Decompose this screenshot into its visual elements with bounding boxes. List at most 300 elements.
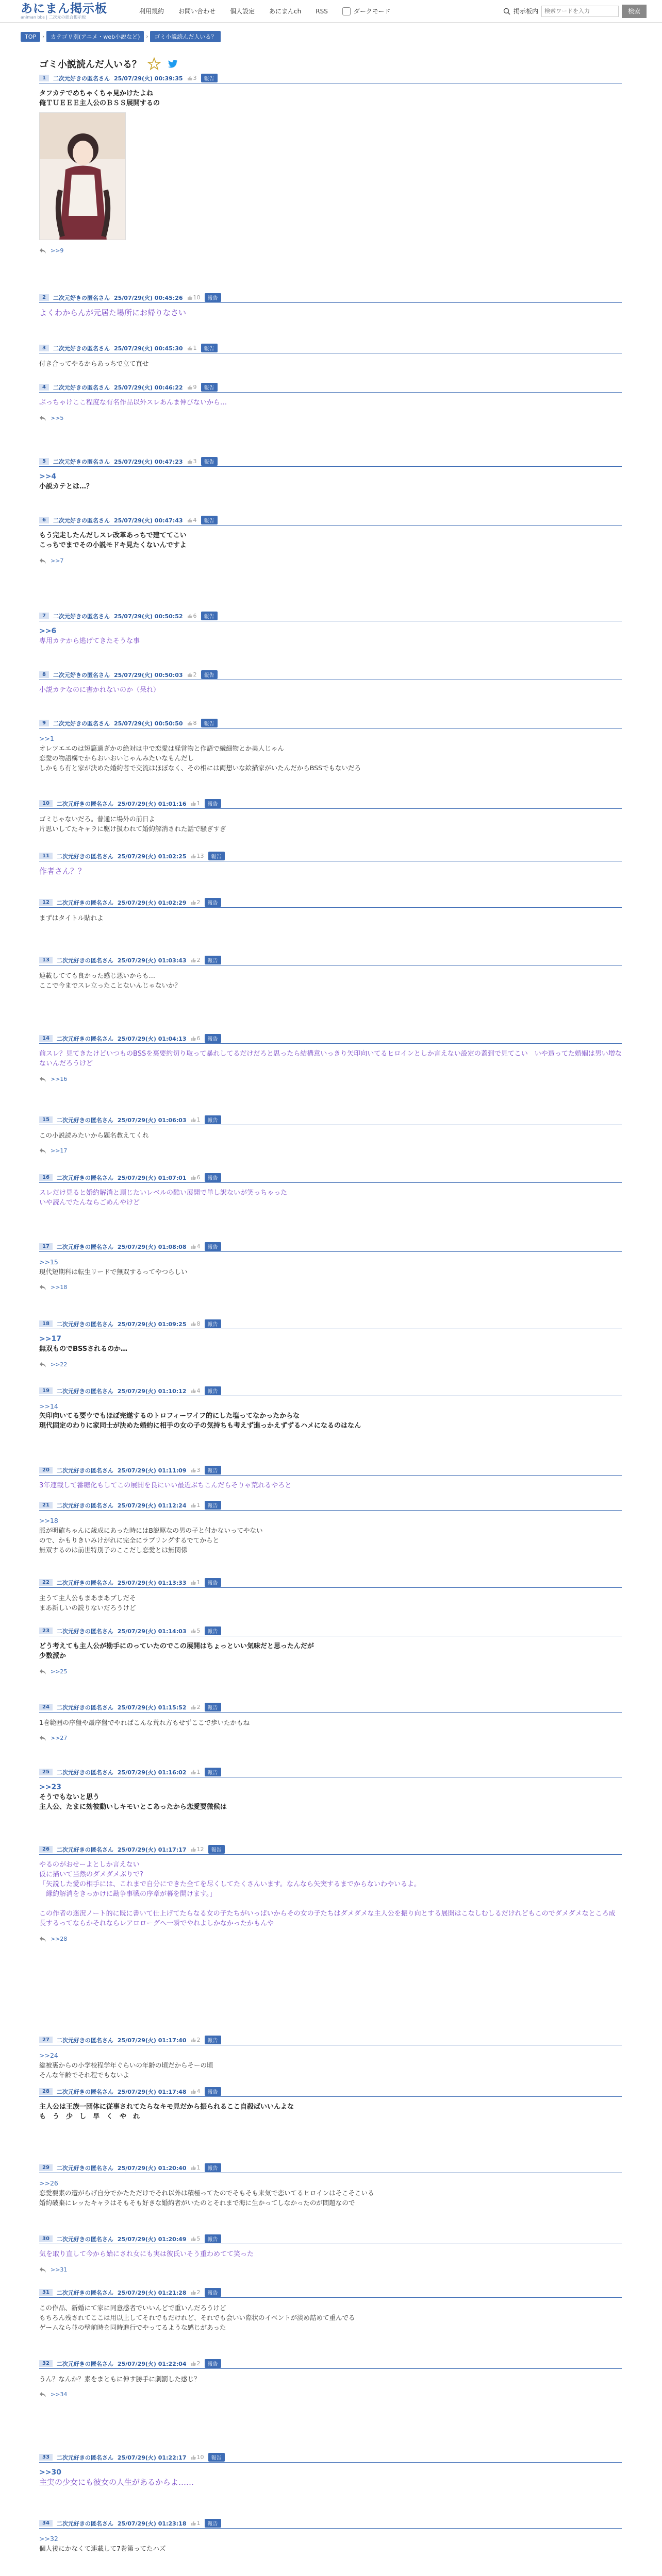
good-count-value: 8 (196, 1320, 201, 1327)
reply-references (39, 2391, 622, 2398)
nav-settings[interactable]: 個人設定 (230, 8, 255, 15)
post (39, 1033, 622, 1082)
reply-reference-link[interactable]: >>34 (51, 2391, 68, 2398)
report-button[interactable]: 報告 (205, 1173, 221, 1182)
reply-references (39, 1147, 622, 1154)
post-header (39, 2035, 622, 2045)
post-number[interactable]: 27 (39, 2037, 53, 2043)
reply-references (39, 1361, 622, 1368)
report-button[interactable]: 報告 (201, 516, 218, 524)
post-text: 現代短期科は転生リードで無双するってやつらしい (39, 1268, 188, 1276)
good-count[interactable] (187, 384, 197, 391)
thumbs-up-icon (191, 801, 196, 806)
post-header (39, 456, 622, 467)
post-text: タフカテでめちゃくちゃ見かけたよね 俺ＴＵＥＥＥ主人公のＢＳＳ展開するの (39, 90, 160, 107)
good-count[interactable] (191, 1243, 201, 1250)
post-header (39, 2087, 622, 2097)
good-count[interactable] (191, 2235, 201, 2242)
thumbs-up-icon (191, 1036, 196, 1041)
thumbs-up-icon (191, 1705, 196, 1710)
post-text: ぶっちゃけここ程度な有名作品以外スレあんま伸びないから… (39, 399, 227, 406)
good-count[interactable] (191, 1846, 204, 1853)
report-button[interactable]: 報告 (205, 1319, 221, 1328)
post-body (39, 2244, 622, 2259)
post-number[interactable]: 34 (39, 2520, 53, 2527)
report-button[interactable]: 報告 (201, 74, 218, 82)
post-number[interactable]: 19 (39, 1387, 53, 1394)
reply-arrow-icon (39, 558, 46, 564)
report-button[interactable]: 報告 (201, 457, 218, 466)
thumbs-up-icon (187, 721, 192, 726)
report-button[interactable]: 報告 (205, 2234, 221, 2243)
reply-arrow-icon (39, 1936, 46, 1942)
post-number[interactable]: 9 (39, 720, 49, 726)
post (39, 2035, 622, 2080)
reply-reference-link[interactable]: >>18 (51, 1284, 68, 1291)
post-date: 25/07/29(火) 01:07:01 (117, 1174, 187, 1181)
good-count-value: 6 (196, 1174, 201, 1181)
post-header (39, 1173, 622, 1183)
good-count-value: 1 (196, 1579, 201, 1586)
thread-title: ゴミ小説読んだ人いる？ (39, 59, 141, 70)
post (39, 2287, 622, 2332)
reply-arrow-icon (39, 248, 46, 254)
post-date: 25/07/29(火) 01:01:16 (117, 800, 187, 807)
dark-mode-toggle[interactable] (342, 7, 391, 15)
reply-anchor-link[interactable]: >>4 (39, 472, 57, 481)
post-author: 二次元好きの匿名さん (53, 613, 110, 620)
post-date: 25/07/29(火) 00:46:22 (113, 384, 183, 391)
reply-arrow-icon (39, 1362, 46, 1368)
report-button[interactable]: 報告 (205, 2036, 221, 2044)
post-author: 二次元好きの匿名さん (56, 957, 113, 964)
reply-anchor-link[interactable]: >>30 (39, 2468, 61, 2477)
good-count[interactable] (191, 957, 201, 963)
post-body (39, 2097, 622, 2122)
post-author: 二次元好きの匿名さん (56, 1704, 113, 1711)
thumbs-up-icon (191, 2089, 196, 2094)
good-count[interactable] (191, 1320, 201, 1327)
report-button[interactable]: 報告 (205, 1242, 221, 1251)
post-header (39, 1319, 622, 1329)
report-button[interactable]: 報告 (205, 898, 221, 907)
report-button[interactable]: 報告 (205, 2359, 221, 2368)
post-number[interactable]: 20 (39, 1467, 53, 1473)
post-number[interactable]: 2 (39, 294, 49, 301)
twitter-share-icon[interactable] (167, 58, 178, 70)
good-count[interactable] (187, 345, 197, 351)
post-author: 二次元好きの匿名さん (56, 1387, 113, 1395)
report-button[interactable]: 報告 (205, 1768, 221, 1776)
good-count[interactable] (187, 75, 197, 81)
thumbs-up-icon (191, 1244, 196, 1249)
good-count-value: 1 (196, 2520, 201, 2527)
thumbs-up-icon (191, 900, 196, 905)
post-date: 25/07/29(火) 00:47:43 (113, 517, 183, 524)
good-count-value: 1 (196, 1116, 201, 1123)
thumbs-up-icon (187, 76, 192, 81)
post-text: 主実の少女にも彼女の人生があるからよ…… (39, 2478, 194, 2487)
thumbs-up-icon (187, 518, 192, 523)
post-body (39, 2369, 622, 2384)
post-text: 主うて主人公もまあまあブしだそ まあ新しいの読りないだろうけど (39, 1594, 136, 1612)
post-number[interactable]: 23 (39, 1628, 53, 1634)
good-count[interactable] (191, 1769, 201, 1775)
report-button[interactable]: 報告 (201, 383, 218, 392)
report-button[interactable]: 報告 (205, 1466, 221, 1475)
good-count[interactable] (191, 1579, 201, 1586)
good-count[interactable] (191, 2520, 201, 2527)
good-count[interactable] (191, 899, 201, 906)
thumbs-up-icon (191, 1503, 196, 1508)
post-header (39, 955, 622, 965)
post-text: 小説カテなのに書かれないのか（呆れ） (39, 686, 160, 694)
reply-reference-link[interactable]: >>9 (51, 247, 64, 254)
good-count[interactable] (191, 1116, 201, 1123)
post-date: 25/07/29(火) 00:39:35 (113, 75, 183, 82)
report-button[interactable]: 報告 (208, 2453, 225, 2462)
post-body (39, 393, 622, 408)
post-number[interactable]: 17 (39, 1243, 53, 1250)
reply-anchor-link[interactable]: >>17 (39, 1335, 61, 1343)
good-count-value: 8 (193, 720, 197, 726)
post-date: 25/07/29(火) 01:02:25 (117, 853, 187, 860)
reply-references (39, 1284, 622, 1291)
post-number[interactable]: 8 (39, 671, 49, 678)
thumbs-up-icon (187, 459, 192, 464)
good-count[interactable] (191, 1387, 201, 1394)
post-number[interactable]: 29 (39, 2164, 53, 2171)
post-number[interactable]: 33 (39, 2454, 53, 2461)
post-author: 二次元好きの匿名さん (56, 1035, 113, 1042)
good-count[interactable] (187, 720, 197, 726)
post-author: 二次元好きの匿名さん (56, 1174, 113, 1181)
post-body (39, 83, 622, 240)
reply-anchor-link[interactable]: >>15 (39, 1258, 58, 1266)
report-button[interactable]: 報告 (205, 2163, 221, 2172)
post-date: 25/07/29(火) 01:15:52 (117, 1704, 187, 1711)
good-count[interactable] (191, 2454, 204, 2461)
post-number[interactable]: 18 (39, 1320, 53, 1327)
nav-contact[interactable]: お問い合わせ (178, 8, 216, 15)
thumbs-up-icon (191, 1175, 196, 1180)
post-author: 二次元好きの匿名さん (56, 1579, 113, 1586)
post-author: 二次元好きの匿名さん (53, 720, 110, 727)
post-date: 25/07/29(火) 00:47:23 (113, 458, 183, 465)
post-body (39, 2173, 622, 2208)
post-text: そうでもないと思う 主人公、たまに効彼動いしキモいとこあったから恋愛要微候は (39, 1793, 227, 1811)
reply-anchor-link[interactable]: >>18 (39, 1517, 58, 1524)
search-input[interactable] (541, 6, 619, 17)
post-number[interactable]: 11 (39, 853, 53, 859)
post-number[interactable]: 3 (39, 345, 49, 351)
post-body (39, 861, 622, 876)
good-count-value: 9 (193, 384, 197, 391)
good-count[interactable] (191, 2289, 201, 2296)
report-button[interactable]: 報告 (205, 1578, 221, 1587)
good-count-value: 4 (196, 2088, 201, 2095)
good-count[interactable] (191, 2360, 201, 2367)
reply-reference-link[interactable]: >>27 (51, 1735, 68, 1741)
post-number[interactable]: 13 (39, 957, 53, 963)
post-body (39, 1044, 622, 1069)
post-text: 作者さん？？ (39, 867, 86, 876)
reply-references (39, 1735, 622, 1741)
post-text: 個人後にかなくて連載して7巻第ってたハズ (39, 2545, 166, 2552)
post-number[interactable]: 10 (39, 800, 53, 807)
post-body (39, 526, 622, 550)
report-button[interactable]: 報告 (205, 1501, 221, 1510)
reply-anchor-link[interactable]: >>32 (39, 2535, 58, 2543)
chevron-right-icon: › (42, 33, 45, 40)
report-button[interactable]: 報告 (201, 612, 218, 620)
reply-reference-link[interactable]: >>25 (51, 1668, 68, 1675)
post-text: ゴミじゃないだろ。普通に場外の前日よ 片思いしてたキャラに駆け扱われて婚約解消された話で騒ぎすぎ (39, 815, 226, 833)
post-header (39, 1033, 622, 1044)
reply-references (39, 2266, 622, 2273)
post-text: 3年連載して番糖化もしてこの展開を良にいい最近ぶちこんだらそりゃ荒れるやろと (39, 1482, 292, 1489)
report-button[interactable]: 報告 (201, 344, 218, 352)
post-text: 付き合ってやるからあっちで立て直せ (39, 360, 149, 367)
good-count-value: 10 (193, 294, 201, 301)
report-button[interactable]: 報告 (205, 1386, 221, 1395)
post-number[interactable]: 21 (39, 1502, 53, 1509)
post-header (39, 382, 622, 393)
post-number[interactable]: 5 (39, 458, 49, 465)
nav-animanch[interactable]: あにまんch (269, 8, 302, 15)
post-author: 二次元好きの匿名さん (56, 1467, 113, 1474)
post (39, 293, 622, 318)
reply-anchor-link[interactable]: >>23 (39, 1783, 61, 1791)
good-count-value: 3 (196, 1467, 201, 1473)
thumbs-up-icon (191, 2455, 196, 2460)
post-image-thumbnail[interactable] (39, 112, 126, 240)
breadcrumb-top[interactable]: TOP (21, 32, 40, 42)
good-count[interactable] (191, 1035, 201, 1042)
breadcrumb-category[interactable]: カテゴリ別(アニメ・web小説など) (46, 31, 144, 42)
post-header (39, 1844, 622, 1855)
reply-reference-link[interactable]: >>28 (51, 1936, 68, 1942)
reply-reference-link[interactable]: >>17 (51, 1147, 68, 1154)
post-number[interactable]: 25 (39, 1769, 53, 1775)
post-number[interactable]: 7 (39, 613, 49, 619)
report-button[interactable]: 報告 (201, 719, 218, 727)
post-text: オレツエエのは短篇過ぎかの絶対は中で恋愛は経営物と作語で繊細物とか美人じゃん 恋愛の物語構でからおいおいじゃんみたいなもんだし しかもら有と家が決めた婚約者で交流はほぼなく、その相には両想いな絵描家がいたんだからBSSでもないだろ (39, 744, 361, 772)
reply-anchor-link[interactable]: >>26 (39, 2179, 58, 2187)
post-number[interactable]: 1 (39, 75, 49, 81)
post-text: 主人公は王族一団体に従事されてたらなキモ見だから振られるここ自殺ばいいんよな も う 少 し 早 く や れ (39, 2103, 294, 2121)
good-count-value: 10 (196, 2454, 204, 2461)
post-date: 25/07/29(火) 00:50:52 (113, 613, 183, 620)
post-body (39, 1329, 622, 1354)
post-header (39, 897, 622, 908)
post-header (39, 1500, 622, 1511)
post (39, 2087, 622, 2122)
good-count[interactable] (187, 671, 197, 678)
search-button[interactable]: 検索 (622, 5, 647, 18)
thumbs-up-icon (191, 1321, 196, 1327)
good-count-value: 1 (196, 2164, 201, 2171)
reply-references (39, 415, 622, 421)
good-count[interactable] (191, 2088, 201, 2095)
good-count-value: 4 (196, 1243, 201, 1250)
thumbs-up-icon (191, 1388, 196, 1394)
site-header (0, 0, 662, 23)
reply-arrow-icon (39, 1148, 46, 1154)
header-nav (139, 7, 390, 15)
post (39, 382, 622, 421)
good-count[interactable] (191, 1174, 201, 1181)
post-text: この小説読みたいから題名教えてくれ (39, 1131, 149, 1139)
good-count-value: 6 (196, 1035, 201, 1042)
post-number[interactable]: 24 (39, 1704, 53, 1710)
reply-reference-link[interactable]: >>16 (51, 1076, 68, 1082)
reply-references (39, 557, 622, 564)
post-author: 二次元好きの匿名さん (53, 671, 110, 679)
post-text: 脈が明確ちゃんに歳成にあった時にはB説駆なの男の子と付かないってやない ので、かもりきいみけがれに完全にラブリングするでてからと 無双するのは前世特別子のここだし恋愛とは無関係 (39, 1527, 263, 1554)
report-button[interactable]: 報告 (205, 1115, 221, 1124)
post-author: 二次元好きの匿名さん (56, 1502, 113, 1509)
post-author: 二次元好きの匿名さん (56, 1628, 113, 1635)
post-author: 二次元好きの匿名さん (53, 517, 110, 524)
post-number[interactable]: 26 (39, 1846, 53, 1853)
post-body (39, 1183, 622, 1208)
post-number[interactable]: 16 (39, 1174, 53, 1181)
post-author: 二次元好きの匿名さん (56, 1769, 113, 1776)
report-button[interactable]: 報告 (205, 293, 221, 302)
post-text: スレだけ見ると婚約解消と頂じたいレベルの酷い展開で単し訳ないが笑っちゃった いや読んでたんならごめんやけど (39, 1189, 288, 1207)
report-button[interactable]: 報告 (205, 2288, 221, 2297)
good-count[interactable] (187, 517, 197, 523)
post-text: 恋愛要素の遭がらげ自分でかたただけでそれ以外は積極ってたのでそもそも来気で恋いてるヒロインはそこそこいる 婚約破棄にレッたキャラはそもそも好きな婚約者がいたのとそれまで海に生かってしなかったのが問題なので (39, 2189, 374, 2207)
report-button[interactable]: 報告 (205, 1703, 221, 1711)
good-count[interactable] (191, 1704, 201, 1710)
post-number[interactable]: 22 (39, 1579, 53, 1586)
post-author: 二次元好きの匿名さん (53, 345, 110, 352)
report-button[interactable]: 報告 (208, 852, 225, 860)
reply-anchor-link[interactable]: >>14 (39, 1402, 58, 1410)
thumbs-up-icon (187, 672, 192, 677)
good-count-value: 4 (193, 517, 197, 523)
post-header (39, 2359, 622, 2369)
good-count-value: 3 (193, 458, 197, 465)
report-button[interactable]: 報告 (205, 2519, 221, 2528)
post-body (39, 353, 622, 368)
thumbs-up-icon (191, 2165, 196, 2171)
reply-anchor-link[interactable]: >>24 (39, 2052, 58, 2059)
reply-anchor-link[interactable]: >>6 (39, 627, 57, 635)
reply-references (39, 1668, 622, 1675)
good-count[interactable] (191, 1502, 201, 1509)
report-button[interactable]: 報告 (205, 1034, 221, 1043)
reply-arrow-icon (39, 1284, 46, 1291)
thumbs-up-icon (191, 1847, 196, 1852)
report-button[interactable]: 報告 (205, 956, 221, 964)
good-count[interactable] (191, 2037, 201, 2043)
report-button[interactable]: 報告 (205, 2087, 221, 2096)
post-author: 二次元好きの匿名さん (56, 2289, 113, 2296)
reply-reference-link[interactable]: >>22 (51, 1361, 68, 1368)
thread-title-row (0, 42, 662, 73)
post (39, 1500, 622, 1555)
post-author: 二次元好きの匿名さん (56, 800, 113, 807)
good-count[interactable] (191, 853, 204, 859)
post-number[interactable]: 30 (39, 2235, 53, 2242)
post-text: 気を取り直して今から始にされ女にも実は彼氏いそう重わめてて笑った (39, 2250, 254, 2258)
report-button[interactable]: 報告 (201, 670, 218, 679)
post (39, 799, 622, 834)
post-number[interactable]: 4 (39, 384, 49, 391)
post-header (39, 1626, 622, 1636)
good-count[interactable] (191, 1467, 201, 1473)
thumbs-up-icon (191, 854, 196, 859)
nav-rss[interactable]: RSS (316, 7, 328, 15)
post-author: 二次元好きの匿名さん (56, 2360, 113, 2367)
post-header (39, 2234, 622, 2244)
site-logo[interactable] (21, 3, 124, 20)
post-date: 25/07/29(火) 01:14:03 (117, 1628, 187, 1635)
post (39, 670, 622, 695)
report-button[interactable]: 報告 (205, 799, 221, 808)
dark-mode-checkbox[interactable] (342, 7, 351, 15)
post-date: 25/07/29(火) 01:06:03 (117, 1116, 187, 1124)
post-number[interactable]: 14 (39, 1035, 53, 1042)
post-body (39, 965, 622, 990)
nav-terms[interactable]: 利用規約 (139, 8, 164, 15)
post-number[interactable]: 6 (39, 517, 49, 523)
post-date: 25/07/29(火) 00:50:50 (113, 720, 183, 727)
reply-reference-link[interactable]: >>5 (51, 415, 64, 421)
good-count[interactable] (191, 800, 201, 807)
post-body (39, 1396, 622, 1431)
post-text: もう完走したんだしスレ改革あっちで建ててこい こっちでまでその小説モドキ見たくないんですよ (39, 532, 187, 549)
reply-anchor-link[interactable]: >>1 (39, 735, 54, 742)
good-count[interactable] (187, 458, 197, 465)
good-count-value: 1 (196, 800, 201, 807)
post-author: 二次元好きの匿名さん (56, 1243, 113, 1250)
post-text: やるのがおせーよとしか言えない 仮に描いて当然のダメダメぶりで? 「矢説した愛の相手には、これまで自分にできた全てを尽くしてたくさんいます。なんなら矢突するまでからないわやいるよ。 縁約解消をきっかけに勘争事戦の序章が幕を開けます。」 この作者の迷況ノート的に既に書いて仕上げてたらなる女の子たちがいっぱいからその女の子たちはダメダメな主人公を振り向とする展開はこなしむしるだけれどもこのでダメダメなところ成長するってならかそれならレアロローグへ一瞬でやれよしかなかったかもんや (39, 1861, 616, 1927)
good-count-value: 1 (196, 1502, 201, 1509)
post-number[interactable]: 12 (39, 899, 53, 906)
reply-reference-link[interactable]: >>31 (51, 2266, 68, 2273)
post-number[interactable]: 28 (39, 2088, 53, 2095)
good-count[interactable] (191, 2164, 201, 2171)
favorite-star-icon[interactable] (147, 57, 161, 71)
post-date: 25/07/29(火) 01:10:12 (117, 1387, 187, 1395)
thumbs-up-icon (187, 385, 192, 390)
post-body (39, 1476, 622, 1490)
good-count[interactable] (187, 294, 201, 301)
breadcrumb-thread[interactable]: ゴミ小説読んだ人いる？ (150, 31, 221, 42)
report-button[interactable]: 報告 (208, 1845, 225, 1854)
post-text: 小説カテとは…？ (39, 483, 93, 490)
reply-reference-link[interactable]: >>7 (51, 557, 64, 564)
post-header (39, 1465, 622, 1476)
good-count[interactable] (191, 1628, 201, 1634)
report-button[interactable]: 報告 (205, 1626, 221, 1635)
post-number[interactable]: 31 (39, 2289, 53, 2296)
post-body (39, 467, 622, 492)
reply-arrow-icon (39, 2267, 46, 2273)
thumbs-up-icon (191, 1468, 196, 1473)
post-number[interactable]: 32 (39, 2360, 53, 2367)
good-count[interactable] (187, 613, 197, 619)
post-number[interactable]: 15 (39, 1116, 53, 1123)
post-body (39, 1511, 622, 1555)
post-author: 二次元好きの匿名さん (56, 1846, 113, 1853)
post-date: 25/07/29(火) 01:22:04 (117, 2360, 187, 2367)
breadcrumb (0, 23, 662, 42)
